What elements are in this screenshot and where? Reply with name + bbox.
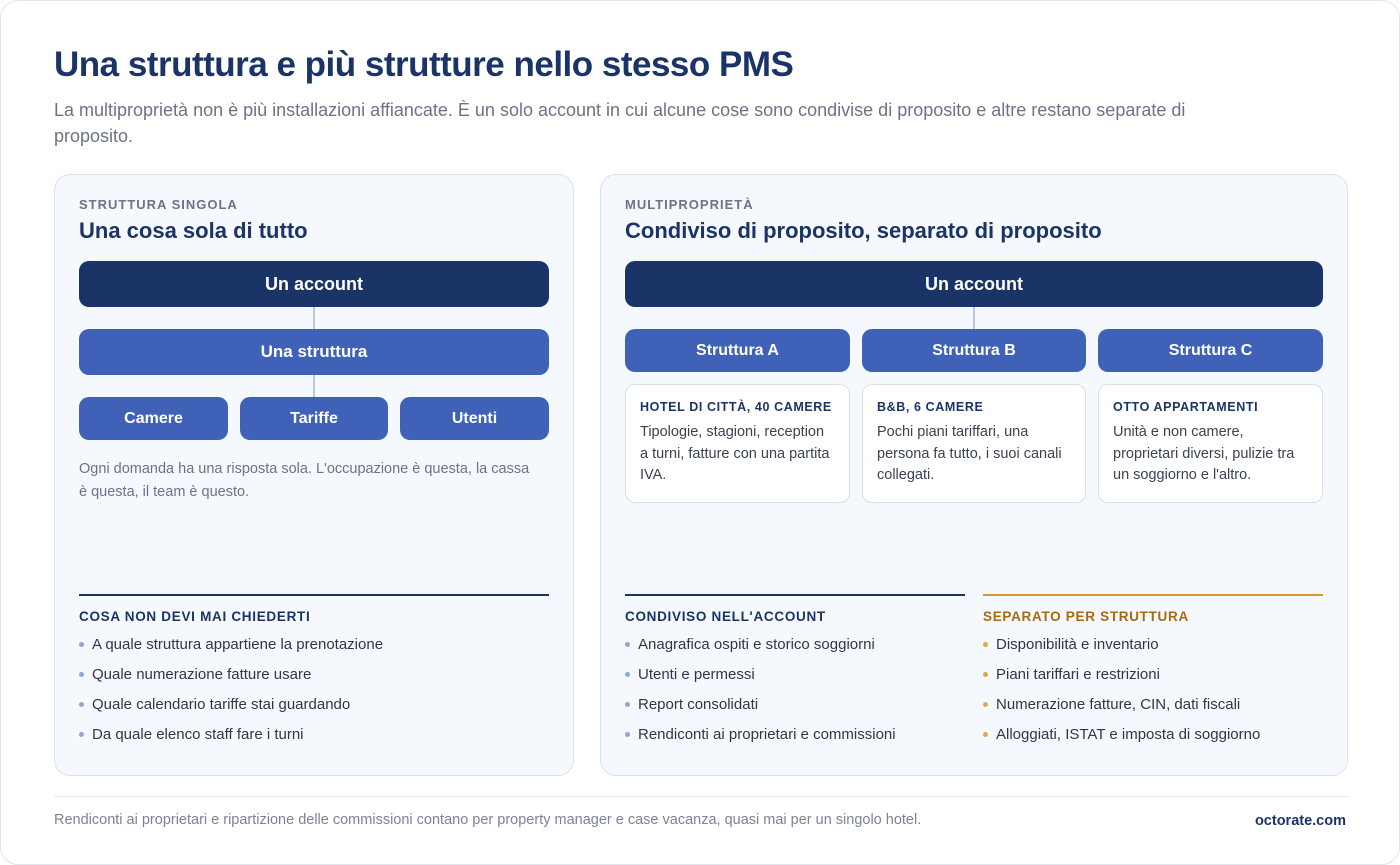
list-item: Piani tariffari e restrizioni	[983, 663, 1260, 693]
property-c-card	[1098, 384, 1323, 503]
property-b-card	[862, 384, 1086, 503]
never-ask-list	[79, 633, 383, 753]
never-ask-title: COSA NON DEVI MAI CHIEDERTI	[79, 609, 311, 624]
list-item: Quale numerazione fatture usare	[79, 663, 383, 693]
section-rule	[79, 594, 549, 596]
footer-note: Rendiconti ai proprietari e ripartizione delle commissioni contano per property manager e case vacanza, quasi mai per un singolo hotel.	[54, 812, 922, 828]
list-item: Da quale elenco staff fare i turni	[79, 723, 383, 753]
list-item: Numerazione fatture, CIN, dati fiscali	[983, 693, 1260, 723]
shared-rule	[625, 594, 965, 596]
card-title: B&B, 6 CAMERE	[877, 400, 984, 414]
page-subtitle: La multiproprietà non è più installazioni affiancate. È un solo account in cui alcune cose sono condivise di proposito e altre restano separate di proposito.	[54, 100, 1186, 146]
list-item: Anagrafica ospiti e storico soggiorni	[625, 633, 896, 663]
rooms-box: Camere	[79, 397, 228, 440]
property-c-box: Struttura C	[1098, 329, 1323, 372]
list-item: Report consolidati	[625, 693, 896, 723]
multi-property-panel	[600, 174, 1348, 776]
panel-title: Una cosa sola di tutto	[79, 218, 308, 243]
panel-eyebrow: MULTIPROPRIETÀ	[625, 197, 754, 212]
property-b-box: Struttura B	[862, 329, 1086, 372]
page-title: Una struttura e più strutture nello stesso PMS	[54, 45, 794, 84]
list-item: Disponibilità e inventario	[983, 633, 1260, 663]
shared-list	[625, 633, 896, 753]
single-property-panel	[54, 174, 574, 776]
shared-title: CONDIVISO NELL'ACCOUNT	[625, 609, 826, 624]
connector-line	[973, 307, 975, 329]
connector-line	[313, 375, 315, 397]
property-a-card	[625, 384, 850, 503]
list-item: A quale struttura appartiene la prenotazione	[79, 633, 383, 663]
single-description: Ogni domanda ha una risposta sola. L'occupazione è questa, la cassa è questa, il team è questo.	[79, 461, 530, 500]
separate-rule	[983, 594, 1323, 596]
rates-box: Tariffe	[240, 397, 388, 440]
panel-eyebrow: STRUTTURA SINGOLA	[79, 197, 238, 212]
account-box: Un account	[79, 261, 549, 307]
brand-link[interactable]: octorate.com	[1254, 813, 1346, 829]
account-box: Un account	[625, 261, 1323, 307]
card-text: Unità e non camere, proprietari diversi, pulizie tra un soggiorno e l'altro.	[1113, 424, 1295, 483]
panel-title: Condiviso di proposito, separato di proposito	[625, 218, 1102, 243]
card-title: OTTO APPARTAMENTI	[1113, 400, 1259, 414]
separate-list	[983, 633, 1260, 753]
property-box: Una struttura	[79, 329, 549, 375]
list-item: Alloggiati, ISTAT e imposta di soggiorno	[983, 723, 1260, 753]
list-item: Quale calendario tariffe stai guardando	[79, 693, 383, 723]
connector-line	[313, 307, 315, 329]
card-text: Pochi piani tariffari, una persona fa tutto, i suoi canali collegati.	[877, 424, 1062, 483]
separate-title: SEPARATO PER STRUTTURA	[983, 609, 1189, 624]
property-a-box: Struttura A	[625, 329, 850, 372]
footer-divider	[54, 796, 1348, 797]
card-title: HOTEL DI CITTÀ, 40 CAMERE	[640, 400, 832, 414]
users-box: Utenti	[400, 397, 549, 440]
card-text: Tipologie, stagioni, reception a turni, fatture con una partita IVA.	[640, 424, 830, 483]
list-item: Utenti e permessi	[625, 663, 896, 693]
list-item: Rendiconti ai proprietari e commissioni	[625, 723, 896, 753]
